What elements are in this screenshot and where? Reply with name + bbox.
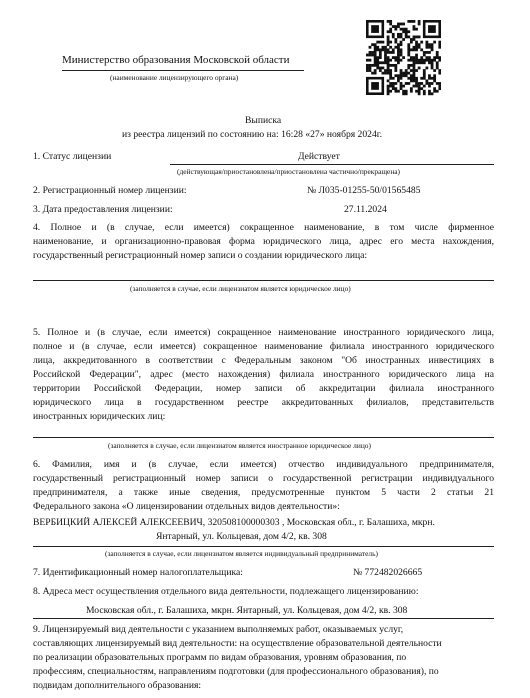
issue-date-value: 27.11.2024 [344, 204, 387, 215]
inn-value: № 772482026665 [353, 567, 423, 578]
document-subtitle: из реестра лицензий по состоянию на: 16:28 «27» ноября 2024г. [122, 129, 382, 140]
section9-line: составляющих лицензируемый вид деятельности: на осуществление образовательной деятельности [33, 638, 442, 649]
issue-date-label: 3. Дата предоставления лицензии: [33, 204, 173, 215]
section8-rule [33, 618, 494, 619]
section5-line: юридического лица в государственном реестре аккредитованных филиалов, представительств [33, 397, 494, 408]
section5-caption: (заполняется в случае, если лицензиатом является иностранное юридическое лицо) [108, 441, 371, 450]
section6-rule [33, 546, 494, 547]
section6-caption: (заполняется в случае, если лицензиатом является индивидуальный предприниматель) [105, 549, 378, 558]
section5-line: Российской Федерации", адрес (место нахождения) филиала иностранного юридического лица на [33, 369, 494, 380]
section4-rule [33, 280, 494, 281]
section6-line: государственный регистрационный номер записи о государственной регистрации индивидуального [33, 473, 494, 484]
section9-line: 9. Лицензируемый вид деятельности с указанием выполняемых работ, оказываемых услуг, [33, 624, 404, 635]
section6-line: предпринимателя, а также иные сведения, предусмотренные пунктом 5 части 2 статьи 21 [33, 487, 494, 498]
section4-caption: (заполняется в случае, если лицензиатом является юридическое лицо) [130, 284, 351, 293]
entrepreneur-details-line1: ВЕРБИЦКИЙ АЛЕКСЕЙ АЛЕКСЕЕВИЧ, 320508100000303 , Московская обл., г. Балашиха, мкрн. [33, 517, 435, 528]
qr-code-icon [366, 14, 441, 102]
reg-number-label: 2. Регистрационный номер лицензии: [33, 185, 187, 196]
section6-line: Федерального закона «О лицензировании отдельных видов деятельности»: [33, 501, 340, 512]
status-underline [170, 164, 494, 165]
entrepreneur-details-line2: Янтарный, ул. Кольцевая, дом 4/2, кв. 308 [156, 531, 327, 542]
section9-line: подвидам дополнительного образования: [33, 680, 202, 691]
authority-caption: (наименование лицензирующего органа) [110, 73, 239, 82]
section5-line: территории Российской Федерации, номер записи об аккредитации филиала иностранного [33, 383, 494, 394]
section8-label: 8. Адреса мест осуществления отдельного вида деятельности, подлежащего лицензированию: [33, 586, 419, 597]
section5-rule [33, 437, 494, 438]
section4-line: 4. Полное и (в случае, если имеется) сокращенное наименование, в том числе фирменное [33, 222, 494, 233]
document-title: Выписка [245, 115, 282, 126]
status-value: Действует [298, 151, 340, 162]
status-label: 1. Статус лицензии [33, 151, 112, 162]
inn-label: 7. Идентификационный номер налогоплательщика: [33, 567, 243, 578]
section5-line: иностранных юридических лиц: [33, 411, 166, 422]
section4-line: государственный регистрационный номер записи о создании юридического лица: [33, 250, 368, 261]
authority-underline [62, 70, 304, 71]
section5-line: лица, аккредитованного в соответствии с Федеральным законом "Об иностранных инвестициях в [33, 355, 494, 366]
section9-line: профессиям, специальностям, направлениям подготовки (для профессионального образования), по [33, 666, 439, 677]
section6-line: 6. Фамилия, имя и (в случае, если имеется) отчество индивидуального предпринимателя, [33, 459, 494, 470]
status-caption: (действующая/приостановлена/приостановлена частично/прекращена) [177, 167, 401, 176]
activity-address: Московская обл., г. Балашиха, мкрн. Янтарный, ул. Кольцевая, дом 4/2, кв. 308 [86, 605, 408, 616]
section4-line: наименование, и организационно-правовая форма юридического лица, адрес его места нахождения, [33, 236, 494, 247]
section5-line: полное и (в случае, если имеется) сокращенное наименование филиала иностранного юридического [33, 341, 494, 352]
reg-number-value: № Л035-01255-50/01565485 [307, 185, 421, 196]
section5-line: 5. Полное и (в случае, если имеется) сокращенное наименование иностранного юридического лица, [33, 327, 494, 338]
licensing-authority-name: Министерство образования Московской области [62, 54, 290, 66]
section9-line: по реализации образовательных программ по видам образования, уровням образования, по [33, 652, 407, 663]
